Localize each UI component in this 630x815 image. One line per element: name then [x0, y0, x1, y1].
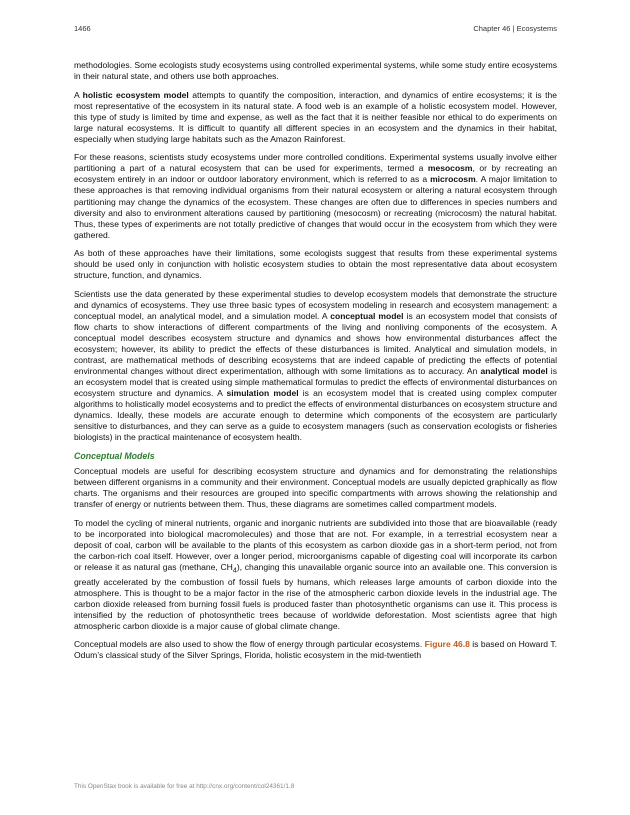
paragraph: As both of these approaches have their limitations, some ecologists suggest that results from these experimental systems should be used only in conjunction with holistic ecosystem studies to obtain the most representative data about ecosystem structure, function, and dynamics.	[74, 248, 557, 281]
figure-link[interactable]: Figure 46.8	[424, 639, 470, 650]
chapter-title: Chapter 46 | Ecosystems	[473, 24, 557, 33]
paragraph: A holistic ecosystem model attempts to quantify the composition, interaction, and dynamics of entire ecosystems; it is the most representative of the ecosystem in its natural state. A food web is an example of a holistic ecosystem model. However, this type of study is limited by time and expense, as well as the fact that it is neither feasible nor ethical to do experiments on large natural ecosystems. It is difficult to quantify all different species in an ecosystem and the dynamics in their habitat, especially when studying large habitats such as the Amazon Rainforest.	[74, 89, 558, 144]
key-term: simulation model	[226, 388, 299, 399]
subscript: 4	[232, 566, 237, 575]
paragraph: methodologies. Some ecologists study ecosystems using controlled experimental systems, while some study entire ecosystems in their natural state, and others use both approaches.	[74, 60, 557, 82]
paragraph: Conceptual models are useful for describing ecosystem structure and dynamics and for demonstrating the relationships between different organisms in a community and their environment. Conceptual models are usually depicted graphically as flow charts. The organisms and their resources are grouped into specific compartments with arrows showing the relationship and transfer of energy or nutrients between them. Thus, these diagrams are sometimes called compartment models.	[74, 466, 557, 510]
key-term: holistic ecosystem model	[82, 89, 189, 100]
paragraph: For these reasons, scientists study ecosystems under more controlled conditions. Experimental systems usually involve either partitioning a part of a natural ecosystem that can be used for experiments, termed a mesocosm, or by recreating an ecosystem entirely in an indoor or outdoor laboratory environment, which is referred to as a microcosm. A major limitation to these approaches is that removing individual organisms from their natural ecosystem or altering a natural ecosystem through partitioning may change the dynamics of the ecosystem. These changes are often due to differences in species numbers and diversity and also to environment alterations caused by partitioning (mesocosm) or recreating (microcosm) the natural habitat. Thus, these types of experiments are not totally predictive of changes that would occur in the ecosystem from which they were gathered.	[74, 152, 557, 240]
key-term: microcosm	[430, 174, 476, 185]
key-term: analytical model	[480, 366, 548, 377]
key-term: mesocosm	[427, 163, 473, 174]
section-heading: Conceptual Models	[74, 451, 155, 461]
paragraph: To model the cycling of mineral nutrients, organic and inorganic nutrients are subdivided into those that are bioavailable (ready to be incorporated into biological macromolecules) and those that are not. For example, in a terrestrial ecosystem near a deposit of coal, carbon will be available to the plants of this ecosystem as carbon dioxide gas in a short-term period, not from the carbon-rich coal itself. However, over a longer period, microorganisms capable of digesting coal will incorporate its carbon or release it as natural gas (methane, $CH_4$), changing this unavailable organic source into an available one. This conversion is greatly accelerated by the combustion of fossil fuels by humans, which releases large amounts of carbon dioxide into the atmosphere. This is thought to be a major factor in the rise of the atmospheric carbon dioxide levels in the industrial age. The carbon dioxide released from burning fossil fuels is produced faster than photosynthetic organisms can use it. This process is intensified by the reduction of photosynthetic trees because of worldwide deforestation. Most scientists agree that high atmospheric carbon dioxide is a major cause of global climate change.	[74, 517, 558, 631]
page-header	[74, 24, 557, 36]
key-term: conceptual model	[330, 310, 404, 321]
paragraph: Conceptual models are also used to show the flow of energy through particular ecosystems. Figure 46.8 is based on Howard T. Odum’s classical study of the Silver Springs, Florida, holistic ecosystem in the mid-twentieth	[74, 639, 557, 661]
page-content	[74, 60, 557, 669]
paragraph: Scientists use the data generated by these experimental studies to develop ecosystem models that demonstrate the structure and dynamics of ecosystems. They use three basic types of ecosystem modeling in research and ecosystem management: a conceptual model, an analytical model, and a simulation model. A conceptual model is an ecosystem model that consists of flow charts to show interactions of different compartments of the living and nonliving components of the ecosystem. A conceptual model describes ecosystem structure and dynamics and shows how environmental disturbances affect the ecosystem; however, its ability to predict the effects of these disturbances is limited. Analytical and simulation models, in contrast, are mathematical methods of describing ecosystems that are indeed capable of predicting the effects of potential environmental changes without direct experimentation, although with some limitations as to accuracy. An analytical model is an ecosystem model that is created using simple mathematical formulas to predict the effects of environmental disturbances on ecosystem structure and dynamics. A simulation model is an ecosystem model that is created using complex computer algorithms to holistically model ecosystems and to predict the effects of environmental disturbances on ecosystem structure and dynamics. Ideally, these models are accurate enough to determine which components of the ecosystem are particularly sensitive to disturbances, and they can serve as a guide to ecosystem managers (such as conservation ecologists or fisheries biologists) in the practical maintenance of ecosystem health.	[74, 288, 557, 443]
page-number: 1466	[74, 24, 91, 33]
page-footer: This OpenStax book is available for free at http://cnx.org/content/col24361/1.8	[74, 783, 295, 790]
